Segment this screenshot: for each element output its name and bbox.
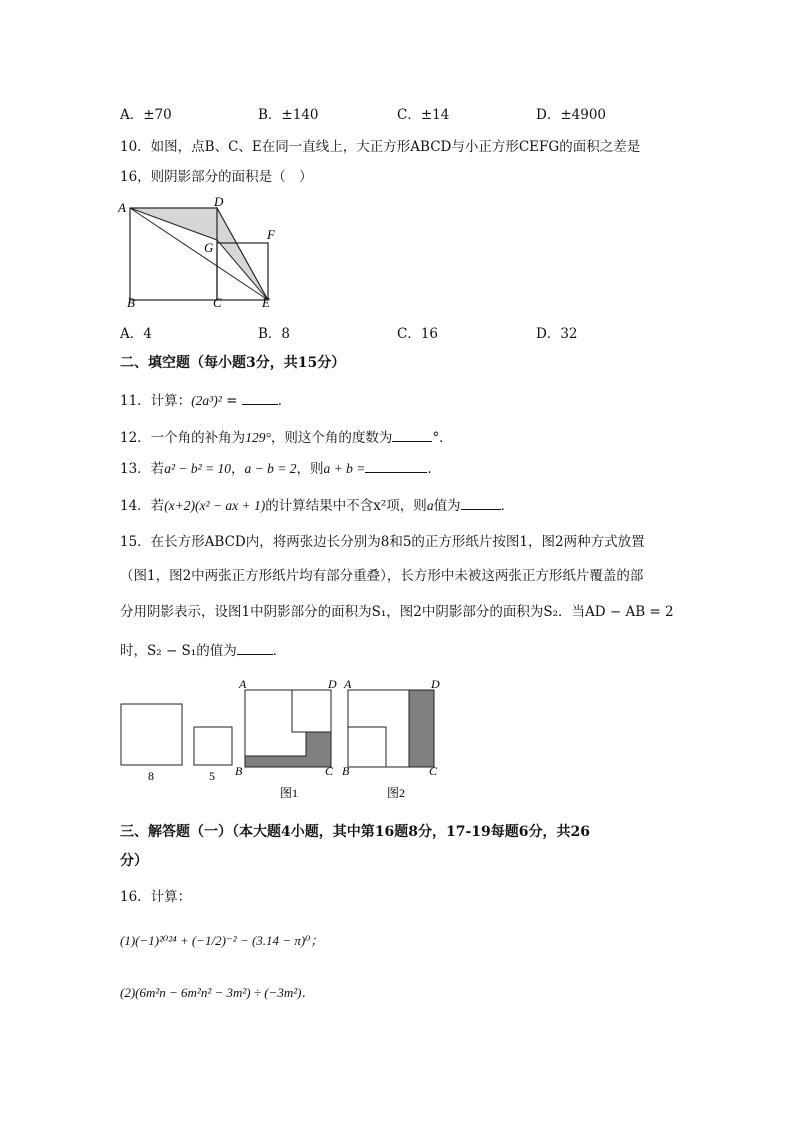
q14 (120, 494, 514, 514)
q15-fig1-square-5 (292, 690, 331, 732)
q10-label-f: F (267, 227, 275, 242)
q13-answer-blank[interactable] (365, 460, 427, 473)
q15-line4 (120, 639, 286, 659)
q16-part2: (2)(6m²n − 6m²n² − 3m²) ÷ (−3m²)． (120, 985, 315, 1000)
q12-answer-blank[interactable] (392, 429, 432, 442)
q10-label-e: E (262, 295, 270, 310)
q12-suffix: °． (432, 430, 453, 446)
q10-text-line1: 10．如图，点B、C、E在同一直线上，大正方形ABCD与小正方形CEFG的面积之差是 (120, 139, 641, 155)
q16-title: 16．计算： (120, 889, 192, 905)
q15-figures (112, 676, 452, 804)
section2-title: 二、填空题（每小题3分，共15分） (120, 355, 346, 371)
q10-option-a: A．4 (120, 326, 152, 342)
q15-square-8 (121, 704, 182, 765)
q10-shade-top (130, 208, 217, 240)
q14-expr: (x+2)(x² − ax + 1) (164, 498, 266, 513)
q10-label-c: C (213, 295, 222, 310)
q10-figure (110, 195, 290, 313)
q15-fig2-label-a: A (344, 677, 352, 691)
q9-option-a: A．±70 (120, 107, 172, 123)
q15-fig2-caption: 图2 (387, 786, 406, 800)
q16-part1: (1)(−1)²⁰²⁴ + (−1/2)⁻² − (3.14 − π)⁰； (120, 933, 324, 948)
q12 (120, 426, 453, 446)
q15-figure-1 (235, 677, 337, 800)
q12-middle: ，则这个角的度数为 (270, 430, 393, 446)
q15-line1: 15．在长方形ABCD内，将两张边长分别为8和5的正方形纸片按图1，图2两种方式放置 (120, 534, 645, 550)
q11-expr: (2a³)² (191, 393, 222, 408)
q9-option-c: C．±14 (397, 107, 450, 123)
q10-line-de (217, 208, 268, 300)
q9-option-b: B．±140 (258, 107, 319, 123)
q13-eq1: a² − b² = 10 (164, 461, 232, 476)
q15-line2: （图1，图2中两张正方形纸片均有部分重叠），长方形中未被这两张正方形纸片覆盖的部 (120, 568, 644, 584)
q15-fig1-label-b: B (235, 764, 243, 778)
q15-figure-2 (342, 677, 440, 800)
q14-prefix: 14．若 (120, 498, 165, 514)
q12-angle: 129° (245, 430, 271, 445)
q11-answer-blank[interactable] (242, 392, 278, 405)
q11: 11．计算：(2a³)² = ． (120, 393, 292, 409)
q15-line3: 分用阴影表示，设图1中阴影部分的面积为S₁，图2中阴影部分的面积为S₂．当AD − AB = 2 (120, 604, 674, 620)
q13-eq2: a − b = 2 (244, 461, 297, 476)
q13 (120, 457, 441, 477)
q13-sep2: ，则 (296, 461, 324, 477)
q15-fig2-label-b: B (342, 764, 350, 778)
q15-square-5 (194, 727, 232, 765)
section3-title-line2: 分） (120, 853, 148, 869)
q10-label-a: A (118, 200, 126, 215)
q14-var: a (426, 498, 434, 513)
q14-end: ． (500, 498, 515, 514)
q15-fig2-label-d: D (431, 677, 440, 691)
q9-option-d: D．±4900 (536, 107, 606, 123)
q15-fig1-label-a: A (239, 677, 247, 691)
q15-fig1-label-d: D (328, 677, 337, 691)
q14-middle: 的计算结果中不含x²项，则 (265, 498, 427, 514)
section3-title-line1: 三、解答题（一）（本大题4小题，其中第16题8分，17-19每题6分，共26 (120, 824, 590, 840)
q11-suffix: ． (277, 393, 292, 409)
q10-label-d: D (214, 195, 224, 209)
q10-option-d: D．32 (536, 326, 578, 342)
q13-sep1: ， (231, 461, 245, 477)
q15-fig1-label-c: C (325, 764, 334, 778)
q11-prefix: 11．计算： (120, 393, 192, 409)
q15-square-8-label: 8 (148, 769, 154, 783)
q15-fig2-label-c: C (429, 764, 438, 778)
q14-suffix-text: 值为 (433, 498, 461, 514)
q10-label-b: B (127, 295, 135, 310)
q15-fig1-caption: 图1 (280, 786, 299, 800)
q10-label-g: G (204, 240, 214, 255)
q15-square-5-label: 5 (209, 769, 215, 783)
q14-answer-blank[interactable] (461, 497, 501, 510)
q13-prefix: 13．若 (120, 461, 165, 477)
q10-text-line2: 16，则阴影部分的面积是（ ） (120, 169, 313, 185)
q12-prefix: 12．一个角的补角为 (120, 430, 246, 446)
q15-line4-suffix: ． (272, 643, 287, 659)
q15-fig2-square-5 (348, 727, 386, 767)
q13-suffix: ． (427, 461, 441, 477)
q10-option-c: C．16 (397, 326, 439, 342)
q10-option-b: B．8 (258, 326, 291, 342)
q15-line4-prefix: 时，S₂ − S₁的值为 (120, 643, 237, 659)
q15-answer-blank[interactable] (237, 642, 273, 655)
q13-eq3: a + b = (323, 461, 366, 476)
